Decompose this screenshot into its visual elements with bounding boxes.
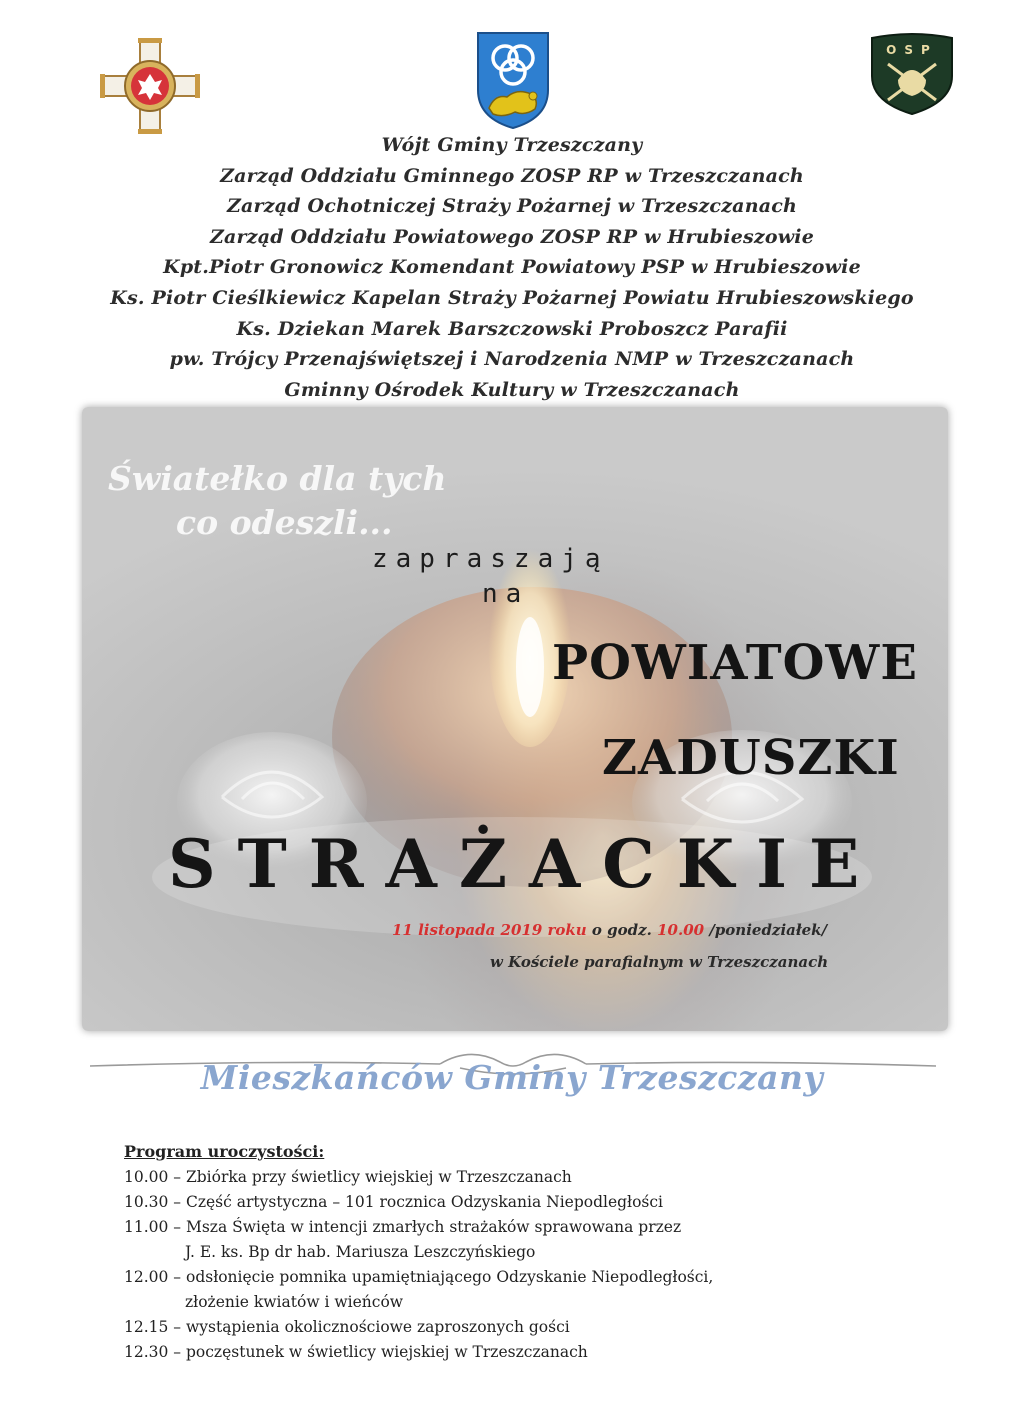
organizer-line: Kpt.Piotr Gronowicz Komendant Powiatowy PSP w Hrubieszowie [163,256,861,279]
event-date-line [392,921,827,939]
program-text: odsłonięcie pomnika upamiętniającego Odzyskanie Niepodległości, [185,1268,714,1286]
event-place: w Kościele parafialnym w Trzeszczanach [490,953,829,971]
program-heading: Program uroczystości: [124,1142,325,1161]
program-text: wystąpienia okolicznościowe zaproszonych gości [185,1318,570,1336]
organizer-line: Ks. Dziekan Marek Barszczowski Proboszcz Parafii [236,317,788,340]
program-time: 12.30 [124,1343,169,1361]
organizer-line: Gminny Ośrodek Kultury w Trzeszczanach [284,378,740,401]
title-line-3: STRAŻACKIE [168,825,882,903]
program-time: 10.00 [124,1168,169,1186]
program-time: 12.00 [124,1268,169,1286]
title-line-1: POWIATOWE [552,635,918,691]
organizer-line: pw. Trójcy Przenajświętszej i Narodzenia NMP w Trzeszczanach [169,348,855,371]
program-time: 11.00 [124,1218,169,1236]
invite-line-1: zapraszają [372,544,609,574]
organizer-line: Zarząd Oddziału Gminnego ZOSP RP w Trzeszczanach [220,164,804,187]
program-time: 12.15 [124,1318,169,1336]
residents-heading: Mieszkańców Gminy Trzeszczany [200,1058,824,1097]
event-time-prefix: o godz. [591,921,652,939]
candle-photo-panel [82,407,948,1031]
organizer-line: Zarząd Oddziału Powiatowego ZOSP RP w Hrubieszowie [209,225,815,248]
program-item: 10.30 – Część artystyczna – 101 rocznica Odzyskania Niepodległości [124,1193,664,1211]
program-text: Część artystyczna – 101 rocznica Odzyskania Niepodległości [185,1193,664,1211]
trzeszczany-coat-of-arms-icon [475,30,551,130]
program-section [124,1141,713,1365]
program-item-continuation: J. E. ks. Bp dr hab. Mariusza Leszczyńskiego [185,1243,536,1261]
osp-label: OSP [886,43,938,57]
tagline-line-2: co odeszli... [176,503,393,542]
program-item-continuation: złożenie kwiatów i wieńców [185,1293,404,1311]
osp-shield-icon [866,30,958,116]
program-text: poczęstunek w świetlicy wiejskiej w Trzeszczanach [185,1343,588,1361]
event-day: /poniedziałek/ [709,921,828,939]
event-date: 11 listopada 2019 roku [392,921,587,939]
program-item: 12.30 – poczęstunek w świetlicy wiejskiej w Trzeszczanach [124,1343,588,1361]
event-time: 10.00 [657,921,705,939]
program-item: 10.00 – Zbiórka przy świetlicy wiejskiej w Trzeszczanach [124,1168,572,1186]
program-time: 10.30 [124,1193,169,1211]
tagline [108,457,446,545]
program-text: Msza Święta w intencji zmarłych strażaków sprawowana przez [185,1218,682,1236]
invite-line-2: na [482,579,530,609]
program-item: 11.00 – Msza Święta w intencji zmarłych strażaków sprawowana przez [124,1218,682,1236]
program-item: 12.15 – wystąpienia okolicznościowe zaproszonych gości [124,1318,570,1336]
organizer-line: Ks. Piotr Cieślkiewicz Kapelan Straży Pożarnej Powiatu Hrubieszowskiego [110,286,914,309]
polish-fire-service-cross-icon [100,38,200,134]
title-line-2: ZADUSZKI [602,730,900,786]
program-item: 12.00 – odsłonięcie pomnika upamiętniającego Odzyskanie Niepodległości, [124,1268,714,1286]
program-text: Zbiórka przy świetlicy wiejskiej w Trzeszczanach [185,1168,572,1186]
organizers-list [100,130,924,405]
tagline-line-1: Światełko dla tych [108,459,447,498]
organizer-line: Zarząd Ochotniczej Straży Pożarnej w Trzeszczanach [226,195,798,218]
organizer-line: Wójt Gminy Trzeszczany [381,134,643,156]
